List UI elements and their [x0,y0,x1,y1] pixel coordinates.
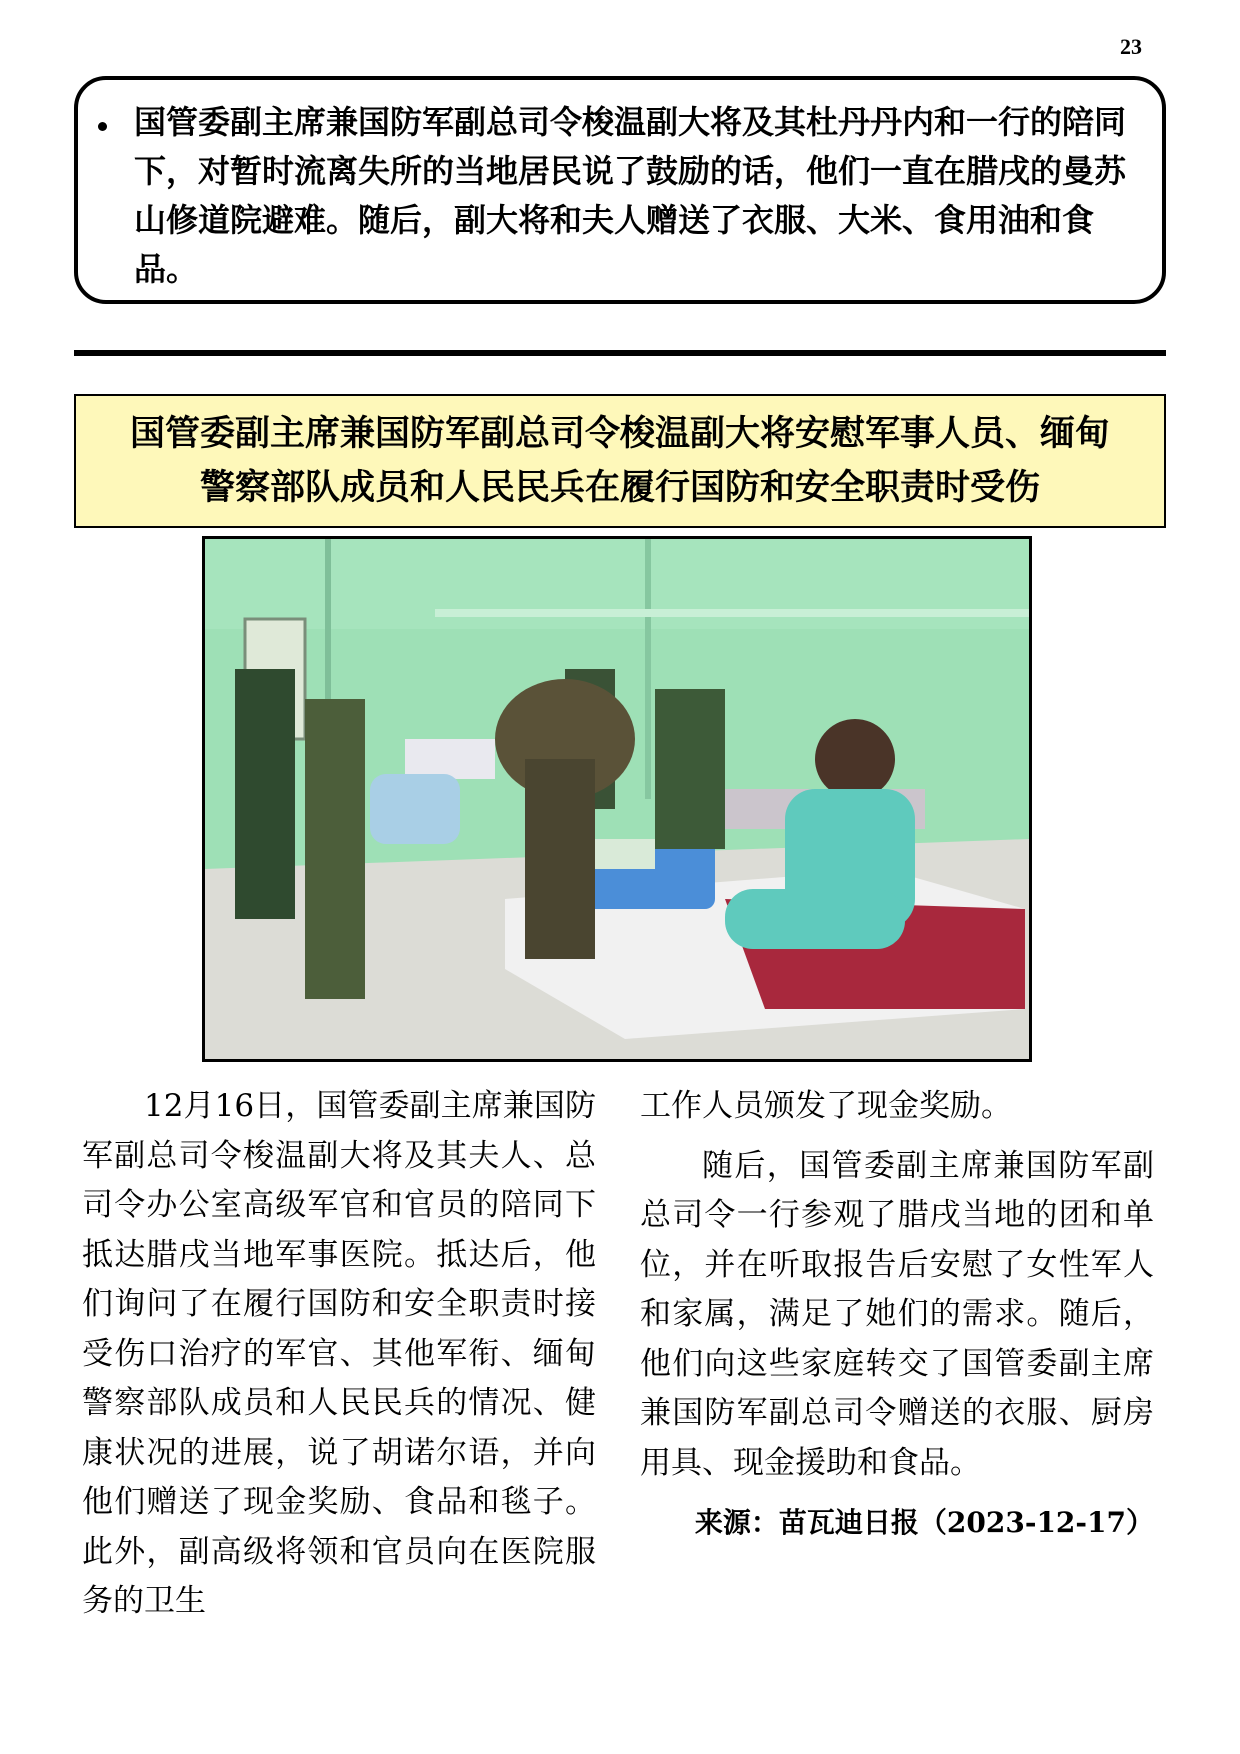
article-paragraph-2: 随后，国管委副主席兼国防军副总司令一行参观了腊戌当地的团和单位，并在听取报告后安慰了女性军人和家属，满足了她们的需求。随后，他们向这些家庭转交了国管委副主席兼国防军副总司令赠送的衣服、厨房用具、现金援助和食品。 [640,1147,1154,1481]
article-paragraph-1: 12月16日，国管委副主席兼国防军副总司令梭温副大将及其夫人、总司令办公室高级军官和官员的陪同下抵达腊戌当地军事医院。抵达后，他们询问了在履行国防和安全职责时接受伤口治疗的军官、其他军衔、缅甸警察部队成员和人民民兵的情况、健康状况的进展，说了胡诺尔语，并向他们赠送了现金奖励、食品和毯子。此外，副高级将领和官员向在医院服务的卫生 [82,1088,596,1619]
headline-banner [74,394,1166,528]
section-divider [74,350,1166,356]
headline-line-2: 警察部队成员和人民民兵在履行国防和安全职责时受伤 [199,468,1040,508]
article-paragraph-1-continued: 工作人员颁发了现金奖励。 [640,1088,1012,1124]
news-photo [202,536,1032,1062]
summary-text: 国管委副主席兼国防军副总司令梭温副大将及其杜丹丹内和一行的陪同下，对暂时流离失所的当地居民说了鼓励的话，他们一直在腊戌的曼苏山修道院避难。随后，副大将和夫人赠送了衣服、大米、食用油和食品。 [134,103,1127,288]
hospital-visit-illustration [205,539,1029,1059]
headline-line-1: 国管委副主席兼国防军副总司令梭温副大将安慰军事人员、缅甸 [129,414,1110,454]
headline [130,407,1110,515]
page-number: 23 [1120,34,1142,59]
article-left-column [82,1082,596,1637]
bullet-icon [98,122,107,131]
article-source: 来源：苗瓦迪日报（2023-12-17） [694,1506,1154,1539]
summary-box [74,76,1166,304]
article-right-column [640,1082,1154,1548]
